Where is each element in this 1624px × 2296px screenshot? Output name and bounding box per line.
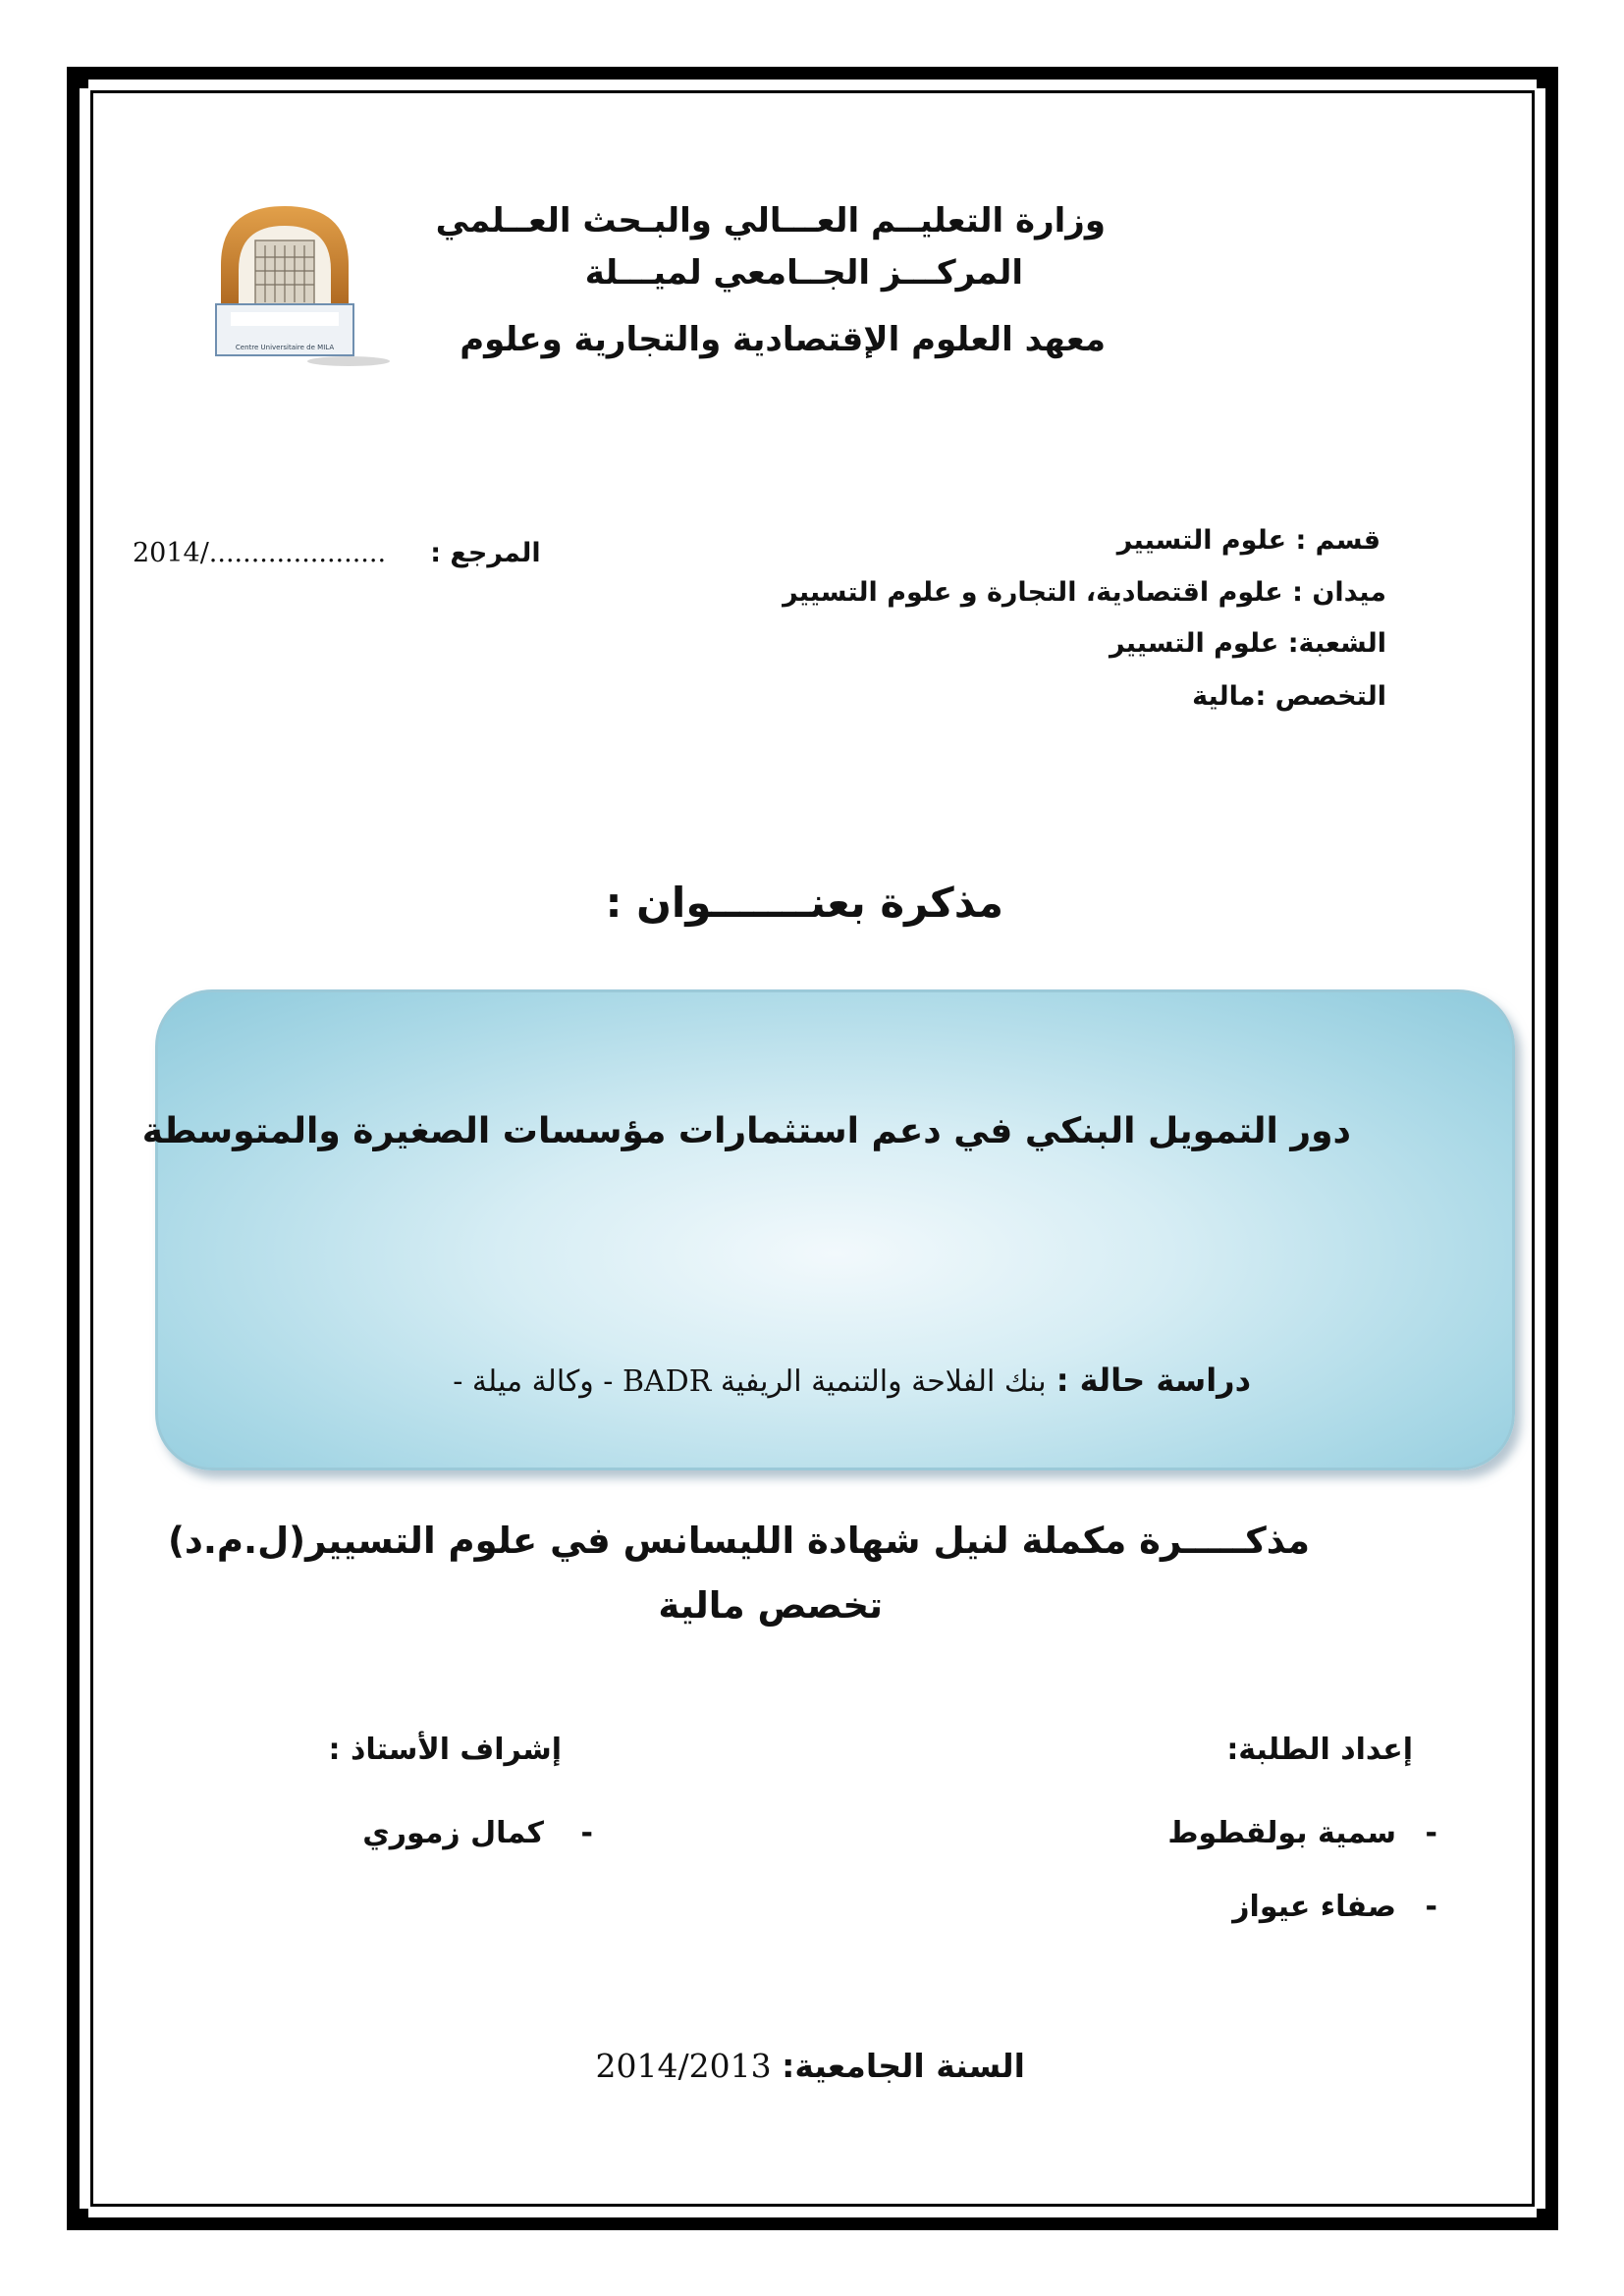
memo-heading: مذكرة بعنـــــــوان : [605,879,1003,927]
academic-year-label: السنة الجامعية: [782,2047,1025,2085]
logo-caption: Centre Universitaire de MILA [235,344,335,351]
university-center-name: المركـــز الجــامعي لميـــلة [584,253,1023,293]
department-line: قسم : علوم التسيير [1116,525,1380,556]
field-line: ميدان : علوم اقتصادية، التجارة و علوم التسيير [783,577,1386,608]
border-corner [67,67,88,88]
reference-label: المرجع : [430,538,541,568]
degree-line: مذكـــــرة مكملة لنيل شهادة الليسانس في علوم التسيير(ل.م.د) [167,1520,1310,1562]
reference [133,538,541,568]
academic-year-value: 2014/2013 [595,2047,772,2085]
student-name: صفاء عيواز [1232,1890,1396,1924]
supervisor-name: كمال زموري [362,1816,544,1850]
ministry-name: وزارة التعليــم العـــالي والبـحث العــلمي [435,201,1106,240]
case-study [453,1362,1251,1399]
list-dash: - [1425,1890,1437,1924]
specialty-line: التخصص :مالية [1192,681,1386,712]
degree-specialty: تخصص مالية [658,1584,883,1627]
institute-name: معهد العلوم الإقتصادية والتجارية وعلوم [460,320,1106,359]
academic-year [596,2047,1025,2085]
list-dash: - [1425,1816,1437,1850]
student-name: سمية بولقطوط [1167,1816,1396,1850]
supervisor-heading: إشراف الأستاذ : [328,1733,562,1767]
case-study-value: بنك الفلاحة والتنمية الريفية BADR - وكالة ميلة - [453,1364,1047,1399]
university-logo [201,196,398,368]
border-corner [67,2209,88,2230]
list-dash: - [580,1816,593,1850]
students-heading: إعداد الطلبة: [1226,1733,1413,1767]
branch-line: الشعبة: علوم التسيير [1109,628,1386,659]
border-corner [1537,67,1558,88]
thesis-title: دور التمويل البنكي في دعم استثمارات مؤسسات الصغيرة والمتوسطة [141,1111,1351,1151]
border-corner [1537,2209,1558,2230]
case-study-label: دراسة حالة : [1056,1362,1251,1399]
reference-value: 2014/..................... [133,538,387,568]
